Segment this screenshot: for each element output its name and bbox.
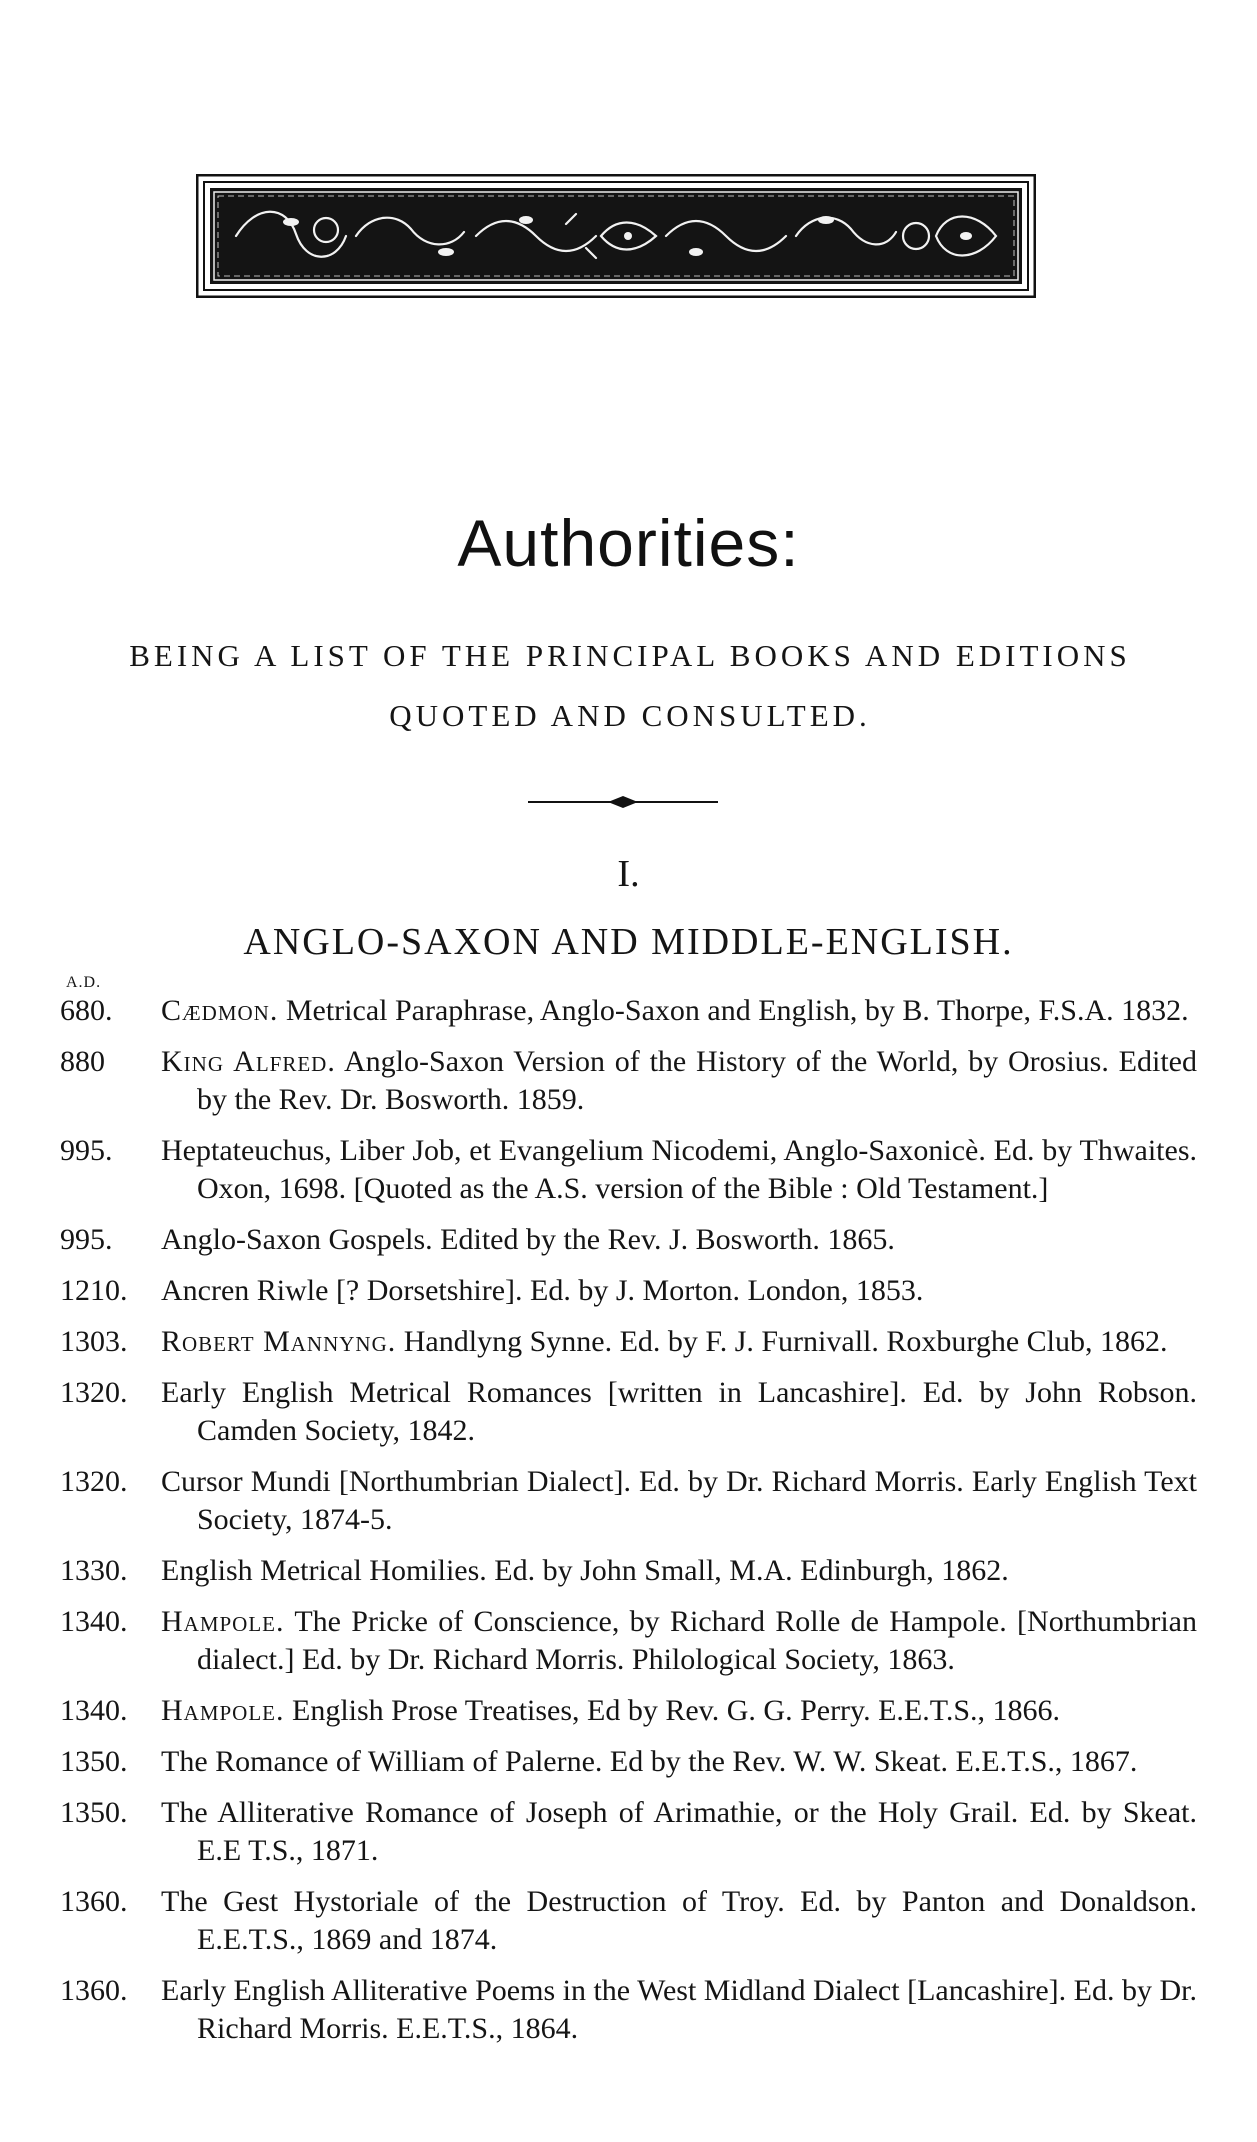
entry-author: Cædmon. — [161, 994, 279, 1027]
entry-text: English Prose Treatises, Ed by Rev. G. G. Perry. E.E.T.S., 1866. — [292, 1694, 1061, 1727]
ornamental-header-band — [196, 174, 1036, 298]
bibliography-entry — [0, 1794, 1257, 1870]
entry-text: Early English Alliterative Poems in the West Midland Dialect [Lancashire]. Ed. by Dr. Richard Morris. E.E.T.S., 1864. — [161, 1974, 1197, 2045]
entry-year: 1360. — [60, 1974, 128, 2007]
entry-year: 1340. — [60, 1605, 128, 1638]
entry-year: 1360. — [60, 1885, 128, 1918]
entry-text: Anglo-Saxon Version of the History of the World, by Orosius. Edited by the Rev. Dr. Bosworth. 1859. — [197, 1045, 1197, 1116]
entry-text: Metrical Paraphrase, Anglo-Saxon and English, by B. Thorpe, F.S.A. 1832. — [285, 994, 1189, 1027]
entry-year: 1330. — [60, 1554, 128, 1587]
bibliography-entry — [0, 1463, 1257, 1539]
section-number: I. — [617, 853, 640, 895]
entry-year: 1340. — [60, 1694, 128, 1727]
era-label: A.D. — [66, 974, 102, 991]
entry-year: 1303. — [60, 1325, 128, 1358]
entry-text: The Alliterative Romance of Joseph of Arimathie, or the Holy Grail. Ed. by Skeat. E.E T.S., 1871. — [161, 1796, 1197, 1867]
bibliography-entry — [0, 1603, 1257, 1679]
entry-year: 1350. — [60, 1745, 128, 1778]
entry-year: 1350. — [60, 1796, 128, 1829]
bibliography-entry — [0, 1043, 1257, 1119]
bibliography-entry — [0, 1272, 1257, 1310]
bibliography-entry — [0, 1972, 1257, 2048]
entry-text: Ancren Riwle [? Dorsetshire]. Ed. by J. Morton. London, 1853. — [161, 1274, 924, 1307]
entry-year: 1210. — [60, 1274, 128, 1307]
bibliography-entry — [0, 1743, 1257, 1781]
entry-author: Hampole. — [161, 1605, 285, 1638]
bibliography-entry — [0, 1374, 1257, 1450]
bibliography-entry — [0, 1323, 1257, 1361]
entry-text: English Metrical Homilies. Ed. by John Small, M.A. Edinburgh, 1862. — [161, 1554, 1009, 1587]
entry-year: 995. — [60, 1223, 113, 1256]
bibliography-list — [0, 992, 1257, 2061]
page-title: Authorities: — [457, 506, 800, 580]
bibliography-entry — [0, 1692, 1257, 1730]
bibliography-entry — [0, 992, 1257, 1030]
entry-text: Early English Metrical Romances [written in Lancashire]. Ed. by John Robson. Camden Society, 1842. — [161, 1376, 1197, 1447]
entry-text: The Romance of William of Palerne. Ed by the Rev. W. W. Skeat. E.E.T.S., 1867. — [161, 1745, 1138, 1778]
entry-author: Hampole. — [161, 1694, 285, 1727]
subtitle-line-1: BEING A LIST OF THE PRINCIPAL BOOKS AND EDITIONS — [129, 638, 1131, 673]
bibliography-entry — [0, 1132, 1257, 1208]
entry-year: 1320. — [60, 1465, 128, 1498]
section-title: ANGLO-SAXON AND MIDDLE-ENGLISH. — [243, 921, 1014, 963]
bibliography-entry — [0, 1552, 1257, 1590]
subtitle-line-2: QUOTED AND CONSULTED. — [389, 698, 871, 733]
bibliography-entry — [0, 1883, 1257, 1959]
entry-year: 1320. — [60, 1376, 128, 1409]
diamond-divider — [528, 795, 718, 809]
entry-year: 880 — [60, 1045, 105, 1078]
bibliography-entry — [0, 1221, 1257, 1259]
entry-text: Heptateuchus, Liber Job, et Evangelium Nicodemi, Anglo-Saxonicè. Ed. by Thwaites. Oxon, 1698. [Quoted as the A.S. version of the Bible : Old Testament.] — [161, 1134, 1197, 1205]
entry-author: King Alfred. — [161, 1045, 336, 1078]
entry-text: Anglo-Saxon Gospels. Edited by the Rev. J. Bosworth. 1865. — [161, 1223, 895, 1256]
entry-author: Robert Mannyng. — [161, 1325, 397, 1358]
entry-text: Cursor Mundi [Northumbrian Dialect]. Ed. by Dr. Richard Morris. Early English Text Society, 1874-5. — [161, 1465, 1197, 1536]
entry-text: Handlyng Synne. Ed. by F. J. Furnivall. Roxburghe Club, 1862. — [403, 1325, 1168, 1358]
entry-year: 995. — [60, 1134, 113, 1167]
entry-text: The Pricke of Conscience, by Richard Rolle de Hampole. [Northumbrian dialect.] Ed. by Dr. Richard Morris. Philological Society, 1863. — [197, 1605, 1197, 1676]
entry-year: 680. — [60, 994, 113, 1027]
entry-text: The Gest Hystoriale of the Destruction of Troy. Ed. by Panton and Donaldson. E.E.T.S., 1869 and 1874. — [161, 1885, 1197, 1956]
